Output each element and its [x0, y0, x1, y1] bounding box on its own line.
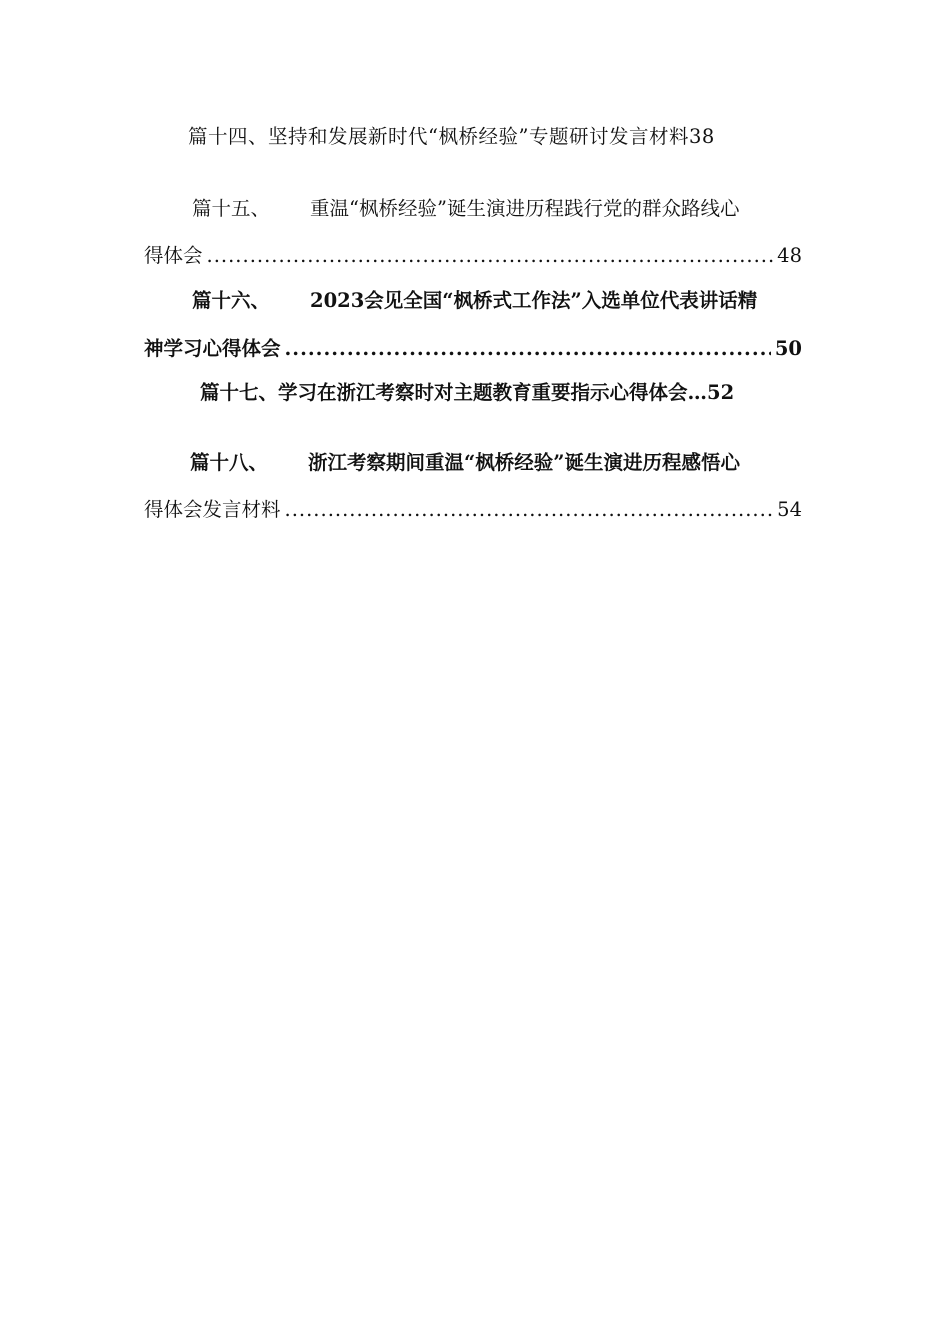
toc-entry-title: 2023会见全国“枫桥式工作法”入选单位代表讲话精	[310, 289, 758, 312]
toc-entry-16-line1[interactable]	[192, 288, 757, 314]
toc-entry-number: 篇十八、	[190, 451, 269, 474]
toc-dot-leader	[285, 336, 771, 362]
toc-entry-title-cont: 神学习心得体会	[144, 337, 281, 360]
toc-entry-page: 54	[777, 498, 802, 521]
toc-entry-14[interactable]	[188, 124, 715, 150]
toc-entry-title: 学习在浙江考察时对主题教育重要指示心得体会	[278, 381, 688, 404]
toc-entry-17[interactable]	[200, 380, 734, 406]
toc-entry-title: 重温“枫桥经验”诞生演进历程践行党的群众路线心	[310, 197, 740, 220]
toc-dot-leader	[207, 243, 774, 269]
toc-entry-number: 篇十四、	[188, 125, 269, 148]
toc-entry-page: 38	[688, 125, 715, 148]
toc-entry-number: 篇十六、	[192, 289, 271, 312]
toc-entry-page: 48	[777, 244, 802, 267]
toc-entry-number: 篇十七、	[200, 381, 279, 404]
toc-entry-title: 浙江考察期间重温“枫桥经验”诞生演进历程感悟心	[308, 451, 740, 474]
toc-dot-leader	[285, 497, 774, 523]
toc-dot-leader: …	[687, 381, 708, 404]
toc-entry-title-cont: 得体会发言材料	[144, 498, 281, 521]
toc-entry-title-cont: 得体会	[144, 244, 203, 267]
toc-entry-page: 52	[707, 381, 735, 404]
toc-entry-15-line1[interactable]	[192, 196, 739, 222]
toc-entry-18-line2[interactable]	[144, 497, 802, 523]
toc-entry-title: 坚持和发展新时代“枫桥经验”专题研讨发言材料	[268, 125, 689, 148]
toc-entry-15-line2[interactable]	[144, 243, 802, 269]
toc-entry-page: 50	[774, 337, 802, 360]
toc-entry-16-line2[interactable]	[144, 336, 802, 362]
toc-entry-18-line1[interactable]	[190, 450, 740, 476]
toc-entry-number: 篇十五、	[192, 197, 271, 220]
